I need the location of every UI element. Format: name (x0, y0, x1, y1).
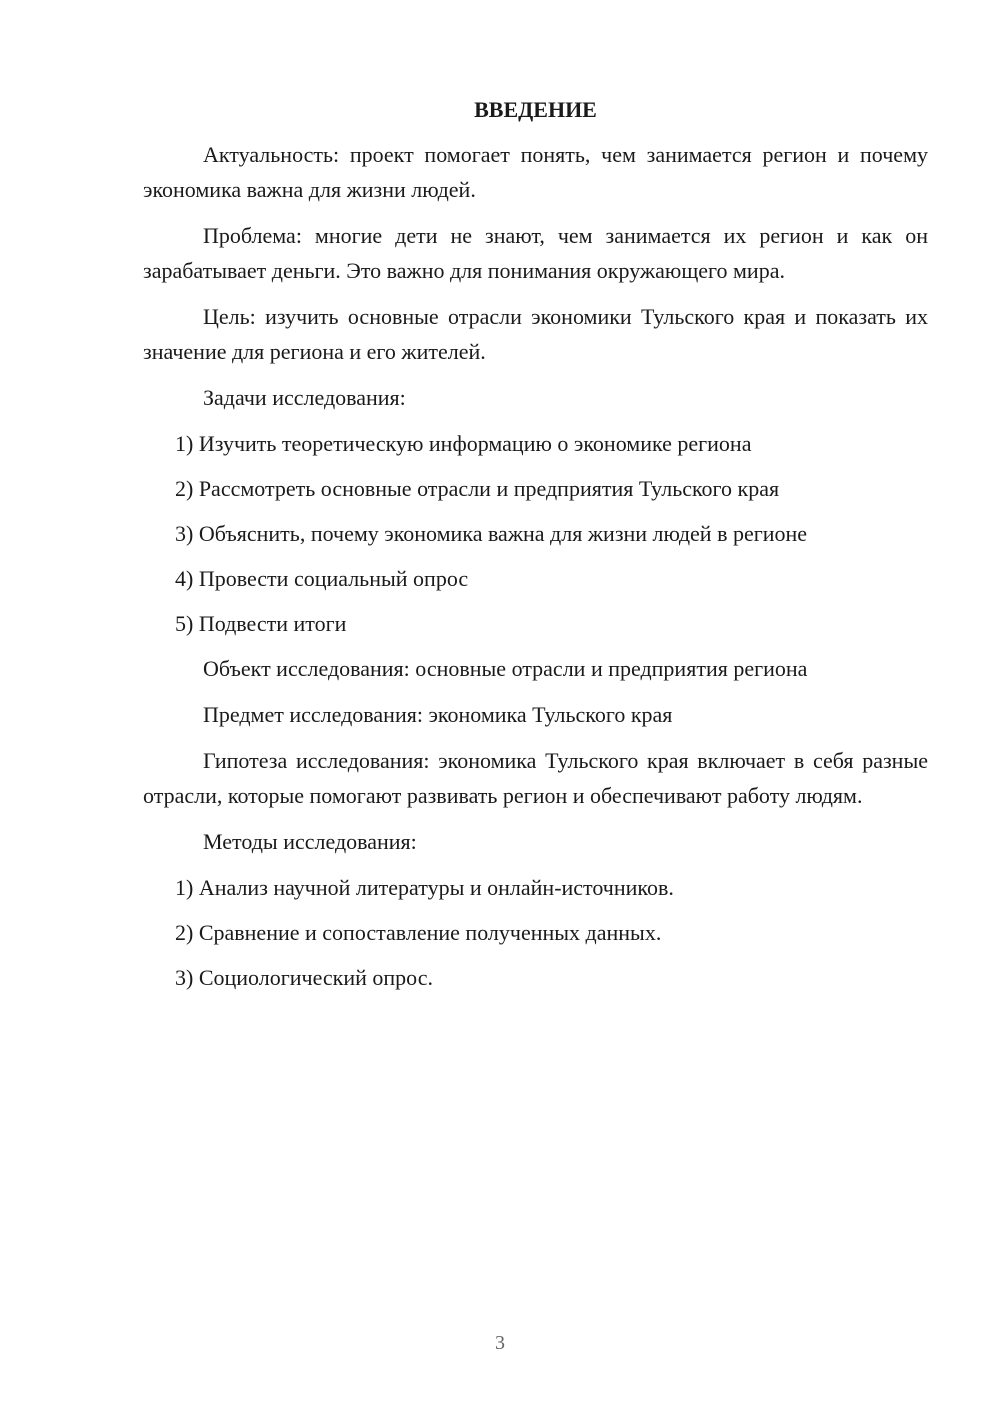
task-item-2: 2) Рассмотреть основные отрасли и предприятия Тульского края (175, 476, 780, 501)
object-paragraph: Объект исследования: основные отрасли и предприятия региона (203, 656, 808, 681)
page-number: 3 (495, 1332, 505, 1354)
tasks-heading: Задачи исследования: (203, 385, 406, 410)
method-item-3: 3) Социологический опрос. (175, 965, 433, 990)
goal-paragraph: Цель: изучить основные отрасли экономики Тульского края и показать их значение для региона и его жителей. (143, 304, 928, 364)
subject-paragraph: Предмет исследования: экономика Тульского края (203, 702, 673, 727)
task-item-1: 1) Изучить теоретическую информацию о экономике региона (175, 431, 752, 456)
methods-heading: Методы исследования: (203, 829, 417, 854)
document-page (143, 92, 928, 1005)
task-item-5: 5) Подвести итоги (175, 611, 347, 636)
problem-paragraph: Проблема: многие дети не знают, чем занимается их регион и как он зарабатывает деньги. Это важно для понимания окружающего мира. (143, 223, 928, 283)
section-title: ВВЕДЕНИЕ (474, 97, 597, 122)
relevance-paragraph: Актуальность: проект помогает понять, чем занимается регион и почему экономика важна для жизни людей. (143, 142, 928, 202)
method-item-1: 1) Анализ научной литературы и онлайн-источников. (175, 875, 674, 900)
hypothesis-paragraph: Гипотеза исследования: экономика Тульского края включает в себя разные отрасли, которые помогают развивать регион и обеспечивают работу людям. (143, 748, 928, 808)
task-item-4: 4) Провести социальный опрос (175, 566, 469, 591)
task-item-3: 3) Объяснить, почему экономика важна для жизни людей в регионе (175, 521, 808, 546)
method-item-2: 2) Сравнение и сопоставление полученных данных. (175, 920, 662, 945)
